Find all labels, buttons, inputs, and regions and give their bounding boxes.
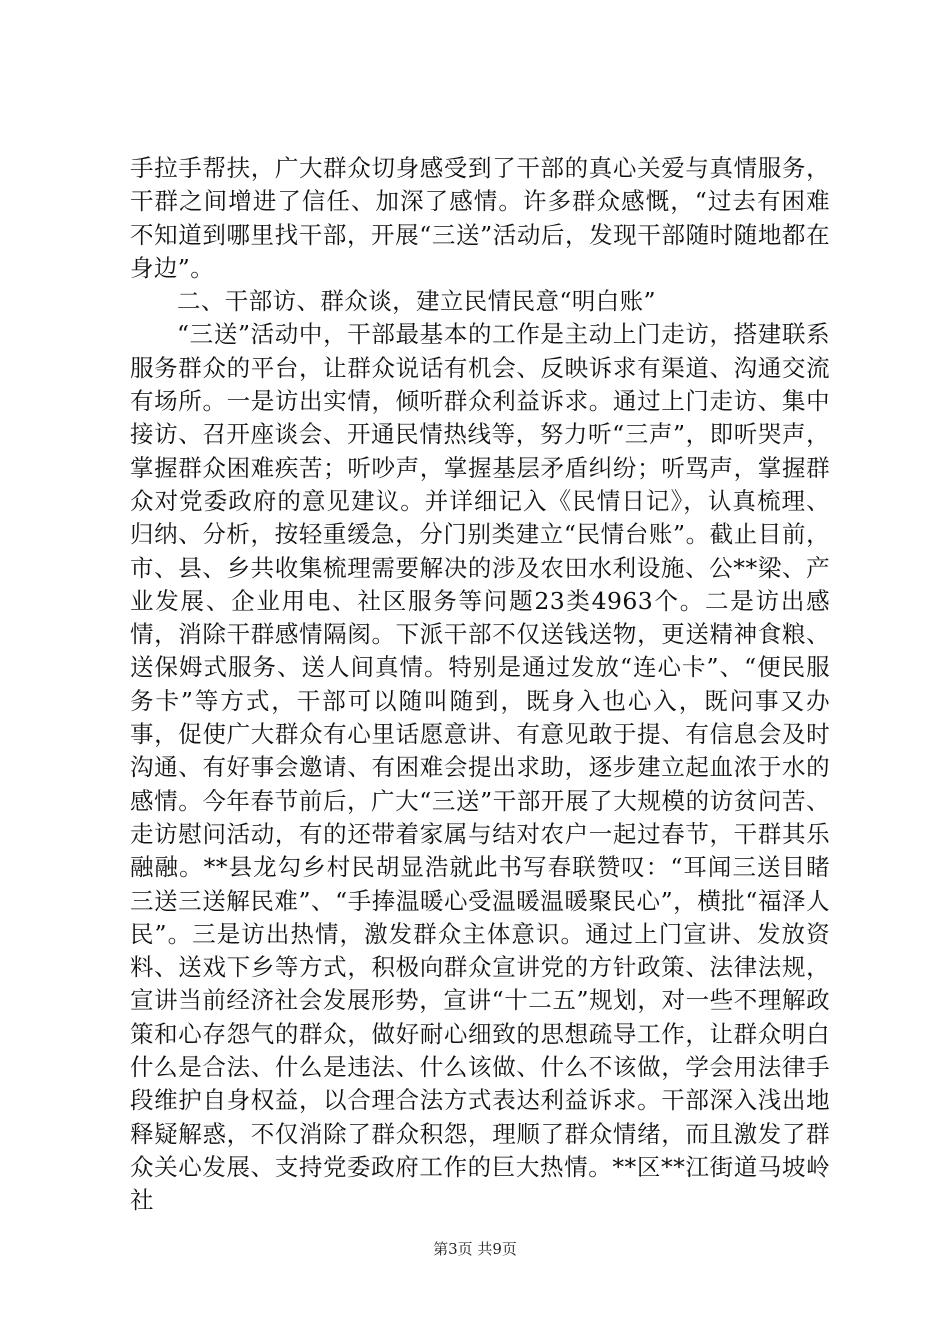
paragraph-continuation: 手拉手帮扶，广大群众切身感受到了干部的真心关爱与真情服务，干群之间增进了信任、加深了感情。许多群众感慨，“过去有困难不知道到哪里找干部，开展“三送”活动后，发现干部随时随地都在身边”。 — [130, 154, 830, 282]
paragraph-body: “三送”活动中，干部最基本的工作是主动上门走访，搭建联系服务群众的平台，让群众说话有机会、反映诉求有渠道、沟通交流有场所。一是访出实情，倾听群众利益诉求。通过上门走访、集中接访、召开座谈会、开通民情热线等，努力听“三声”，即听哭声，掌握群众困难疾苦；听吵声，掌握基层矛盾纠纷；听骂声，掌握群众对党委政府的意见建议。并详细记入《民情日记》，认真梳理、归纳、分析，按轻重缓急，分门别类建立“民情台账”。截止目前，市、县、乡共收集梳理需要解决的涉及农田水利设施、公**梁、产业发展、企业用电、社区服务等问题23类4963个。二是访出感情，消除干群感情隔阂。下派干部不仅送钱送物，更送精神食粮、送保姆式服务、送人间真情。特别是通过发放“连心卡”、“便民服务卡”等方式，干部可以随叫随到，既身入也心入，既问事又办事，促使广大群众有心里话愿意讲、有意见敢于提、有信息会及时沟通、有好事会邀请、有困难会提出求助，逐步建立起血浓于水的感情。今年春节前后，广大“三送”干部开展了大规模的访贫问苦、走访慰问活动，有的还带着家属与结对农户一起过春节，干群其乐融融。**县龙勾乡村民胡显浩就此书写春联赞叹：“耳闻三送目睹三送三送解民难”、“手捧温暖心受温暖温暖聚民心”，横批“福泽人民”。三是访出热情，激发群众主体意识。通过上门宣讲、发放资料、送戏下乡等方式，积极向群众宣讲党的方针政策、法律法规，宣讲当前经济社会发展形势，宣讲“十二五”规划，对一些不理解政策和心存怨气的群众，做好耐心细致的思想疏导工作，让群众明白什么是合法、什么是违法、什么该做、什么不该做，学会用法律手段维护自身权益，以合理合法方式表达利益诉求。干部深入浅出地释疑解惑，不仅消除了群众积怨，理顺了群众情绪，而且激发了群众关心发展、支持党委政府工作的巨大热情。**区**江街道马坡岭社 — [130, 320, 830, 1215]
body-text — [130, 152, 830, 1218]
page-footer: 第3页 共9页 — [433, 1240, 517, 1258]
section-heading: 二、干部访、群众谈，建立民情民意“明白账” — [177, 287, 656, 316]
